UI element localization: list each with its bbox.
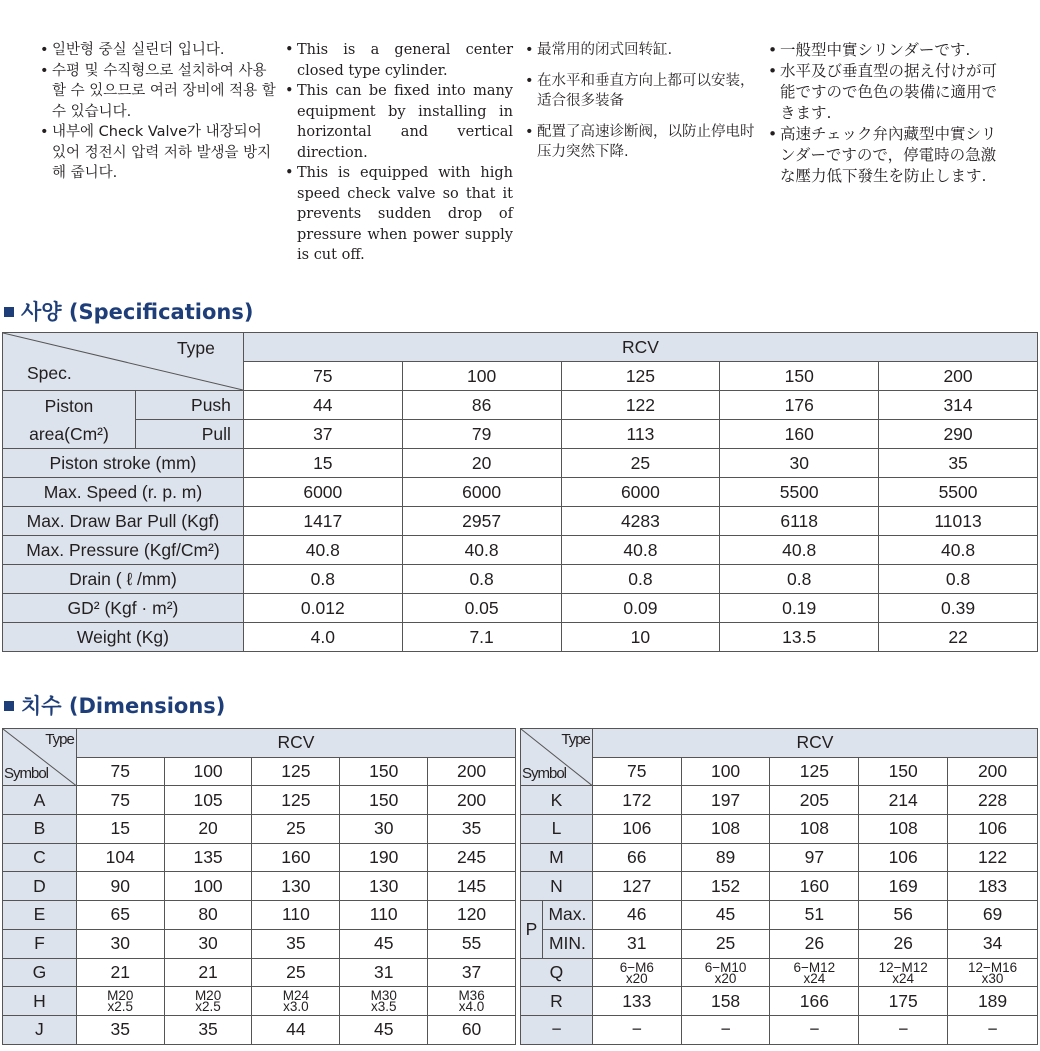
table-cell: 245: [428, 843, 516, 872]
table-row: [3, 536, 1038, 565]
stacked-value-line: M24: [282, 988, 310, 1004]
row-label: GD² (Kgf · m²): [3, 594, 244, 623]
dim-size-row: [3, 757, 516, 786]
table-cell: 30: [76, 929, 164, 958]
table-cell: 5500: [720, 478, 879, 507]
spec-model-header: RCV: [243, 333, 1037, 362]
table-cell: 20: [164, 815, 252, 844]
table-cell: 175: [859, 987, 948, 1016]
dimensions-title: 치수 (Dimensions): [4, 690, 225, 720]
table-cell: 6000: [243, 478, 402, 507]
table-row: [521, 843, 1038, 872]
symbol-label: C: [3, 843, 77, 872]
table-cell: 4283: [561, 507, 720, 536]
table-cell: 26: [859, 929, 948, 958]
list-item: • 일반형 중실 실린더 입니다.: [40, 40, 280, 61]
stacked-value-line: M36: [458, 988, 485, 1004]
stacked-value-line: 12−M12: [878, 959, 928, 975]
stacked-value: [878, 959, 928, 986]
table-cell: 10: [561, 623, 720, 652]
list-item: • This is equipped with high speed check valve so that it prevents sudden drop of pressure when power supply is cut off.: [285, 163, 513, 266]
table-cell: 66: [592, 843, 681, 872]
stacked-value: [619, 959, 654, 986]
table-cell: 189: [948, 987, 1038, 1016]
symbol-label: N: [521, 872, 593, 901]
table-cell: 0.8: [243, 565, 402, 594]
row-label: Weight (Kg): [3, 623, 244, 652]
table-cell: [76, 987, 164, 1016]
stacked-value: [793, 959, 836, 986]
stacked-value-line: x4.0: [458, 999, 485, 1015]
dim-size-row: [521, 757, 1038, 786]
table-cell: 105: [164, 786, 252, 815]
table-cell: 21: [76, 958, 164, 987]
table-cell: 44: [243, 391, 402, 420]
list-item: • 高速チェック弁內藏型中實シリンダーですので，停電時の急激な壓力低下發生を防止します.: [768, 124, 1008, 187]
table-cell: 6118: [720, 507, 879, 536]
table-cell: 200: [428, 786, 516, 815]
table-cell: 0.39: [879, 594, 1038, 623]
table-cell: 160: [252, 843, 340, 872]
table-cell: 108: [770, 815, 859, 844]
symbol-label: R: [521, 987, 593, 1016]
size-header: 100: [164, 757, 252, 786]
table-cell: 55: [428, 929, 516, 958]
table-cell: 106: [948, 815, 1038, 844]
table-cell: 30: [720, 449, 879, 478]
table-cell: 45: [340, 1015, 428, 1044]
table-cell: 13.5: [720, 623, 879, 652]
corner-symbol-label: Symbol: [4, 765, 49, 783]
table-cell: 160: [770, 872, 859, 901]
table-cell: 110: [252, 901, 340, 930]
table-cell: 122: [948, 843, 1038, 872]
table-cell: [681, 958, 770, 987]
table-cell: 25: [252, 958, 340, 987]
stacked-value: [107, 988, 134, 1015]
table-row: [521, 815, 1038, 844]
table-cell: 45: [681, 901, 770, 930]
list-item: • 最常用的闭式回转缸.: [525, 40, 755, 61]
table-cell: 4.0: [243, 623, 402, 652]
stacked-value-line: M20: [194, 988, 222, 1004]
stacked-value: [967, 959, 1018, 986]
stacked-value-line: x30: [981, 970, 1004, 986]
table-cell: [770, 958, 859, 987]
table-cell: 46: [592, 901, 681, 930]
table-cell: 40.8: [243, 536, 402, 565]
table-row: [521, 872, 1038, 901]
table-cell: 130: [252, 872, 340, 901]
table-cell: 0.8: [561, 565, 720, 594]
table-cell: 0.8: [402, 565, 561, 594]
stacked-value-line: x20: [714, 970, 737, 986]
list-item: • This can be fixed into many equipment by installing in horizontal and vertical direction.: [285, 81, 513, 163]
table-cell: 0.09: [561, 594, 720, 623]
table-cell: 79: [402, 420, 561, 449]
symbol-label: L: [521, 815, 593, 844]
table-cell: 150: [340, 786, 428, 815]
table-cell: 15: [76, 815, 164, 844]
table-cell: 86: [402, 391, 561, 420]
table-cell: 25: [561, 449, 720, 478]
table-row: [3, 449, 1038, 478]
table-cell: 7.1: [402, 623, 561, 652]
corner-type-label: Type: [176, 338, 215, 358]
row-label: Piston stroke (mm): [3, 449, 244, 478]
table-cell: 122: [561, 391, 720, 420]
dimensions-table-left: [2, 728, 516, 1045]
table-cell: 69: [948, 901, 1038, 930]
size-header: 75: [243, 362, 402, 391]
size-header: 200: [948, 757, 1038, 786]
table-cell: 135: [164, 843, 252, 872]
table-cell: −: [770, 1015, 859, 1044]
table-cell: 169: [859, 872, 948, 901]
table-cell: 0.19: [720, 594, 879, 623]
size-header: 75: [592, 757, 681, 786]
table-cell: [340, 987, 428, 1016]
table-cell: 26: [770, 929, 859, 958]
table-cell: 133: [592, 987, 681, 1016]
list-item: • 내부에 Check Valve가 내장되어 있어 정전시 압력 저하 발생을 방지해 줍니다.: [40, 122, 280, 184]
table-cell: 65: [76, 901, 164, 930]
table-cell: 30: [340, 815, 428, 844]
table-cell: 97: [770, 843, 859, 872]
table-cell: [164, 987, 252, 1016]
stacked-value: [194, 988, 222, 1015]
table-cell: 145: [428, 872, 516, 901]
table-row: [3, 929, 516, 958]
table-cell: 205: [770, 786, 859, 815]
specifications-title: 사양 (Specifications): [4, 296, 253, 326]
table-cell: 45: [340, 929, 428, 958]
table-cell: 100: [164, 872, 252, 901]
size-header: 75: [76, 757, 164, 786]
table-cell: 34: [948, 929, 1038, 958]
list-item: • This is a general center closed type cylinder.: [285, 40, 513, 81]
symbol-label: Q: [521, 958, 593, 987]
dim-model-header: RCV: [592, 729, 1037, 758]
chinese-description: [525, 40, 755, 173]
size-header: 125: [770, 757, 859, 786]
size-header: 150: [340, 757, 428, 786]
table-cell: 108: [681, 815, 770, 844]
corner-symbol-label: Symbol: [522, 765, 567, 783]
symbol-label: H: [3, 987, 77, 1016]
square-bullet-icon: [4, 701, 14, 711]
size-header: 150: [720, 362, 879, 391]
group-label: P: [521, 901, 543, 958]
stacked-value-line: x2.5: [195, 999, 221, 1015]
symbol-label: B: [3, 815, 77, 844]
stacked-value: [704, 959, 747, 986]
table-cell: 20: [402, 449, 561, 478]
symbol-label: E: [3, 901, 77, 930]
dimensions-table-right: [520, 728, 1038, 1045]
table-cell: 0.8: [720, 565, 879, 594]
table-cell: 228: [948, 786, 1038, 815]
japanese-description: [768, 40, 1008, 187]
stacked-value-line: x20: [625, 970, 648, 986]
table-cell: 214: [859, 786, 948, 815]
size-header: 125: [252, 757, 340, 786]
table-cell: −: [681, 1015, 770, 1044]
table-cell: 197: [681, 786, 770, 815]
size-header: 125: [561, 362, 720, 391]
table-row: [3, 901, 516, 930]
table-cell: [428, 987, 516, 1016]
push-label: Push: [135, 391, 243, 420]
table-cell: 56: [859, 901, 948, 930]
stacked-value: [282, 988, 310, 1015]
table-cell: 37: [243, 420, 402, 449]
dim-corner-cell: [521, 729, 593, 786]
table-cell: 110: [340, 901, 428, 930]
table-cell: 108: [859, 815, 948, 844]
table-cell: 1417: [243, 507, 402, 536]
stacked-value-line: x3.0: [283, 999, 309, 1015]
size-header: 100: [681, 757, 770, 786]
table-cell: 6000: [402, 478, 561, 507]
table-cell: 190: [340, 843, 428, 872]
table-row: [3, 391, 1038, 420]
table-cell: 120: [428, 901, 516, 930]
table-cell: 35: [76, 1015, 164, 1044]
table-row: [3, 987, 516, 1016]
row-label: Max. Pressure (Kgf/Cm²): [3, 536, 244, 565]
table-cell: 40.8: [879, 536, 1038, 565]
table-row: [521, 901, 1038, 930]
table-cell: −: [592, 1015, 681, 1044]
table-cell: 172: [592, 786, 681, 815]
dim-corner-cell: [3, 729, 77, 786]
table-cell: 75: [76, 786, 164, 815]
stacked-value-line: x24: [892, 970, 915, 986]
row-label: Max. Draw Bar Pull (Kgf): [3, 507, 244, 536]
table-cell: 31: [340, 958, 428, 987]
table-row: [3, 623, 1038, 652]
table-row: [521, 958, 1038, 987]
table-cell: [592, 958, 681, 987]
dim-model-header: RCV: [76, 729, 515, 758]
symbol-label: −: [521, 1015, 593, 1044]
stacked-value: [370, 988, 397, 1015]
table-cell: 37: [428, 958, 516, 987]
corner-type-label: Type: [45, 731, 74, 748]
table-cell: 314: [879, 391, 1038, 420]
table-cell: 160: [720, 420, 879, 449]
symbol-label: Max.: [542, 901, 592, 930]
english-description: [285, 40, 513, 266]
table-cell: 21: [164, 958, 252, 987]
table-cell: 60: [428, 1015, 516, 1044]
table-cell: 35: [879, 449, 1038, 478]
table-cell: 90: [76, 872, 164, 901]
table-cell: 80: [164, 901, 252, 930]
corner-spec-label: Spec.: [27, 363, 72, 383]
symbol-label: M: [521, 843, 593, 872]
symbol-label: D: [3, 872, 77, 901]
table-cell: 125: [252, 786, 340, 815]
table-cell: [252, 987, 340, 1016]
table-cell: 30: [164, 929, 252, 958]
table-cell: 104: [76, 843, 164, 872]
table-row: [3, 478, 1038, 507]
table-cell: 44: [252, 1015, 340, 1044]
list-item: • 配置了高速诊断阀，以防止停电时压力突然下降.: [525, 122, 755, 163]
list-item: • 水平及び垂直型の据え付けが可能ですので色色の裝備に適用できます.: [768, 61, 1008, 124]
symbol-label: J: [3, 1015, 77, 1044]
table-cell: 290: [879, 420, 1038, 449]
stacked-value-line: 12−M16: [967, 959, 1018, 975]
table-row: [3, 594, 1038, 623]
table-row: [3, 786, 516, 815]
table-cell: 2957: [402, 507, 561, 536]
stacked-value-line: M20: [107, 988, 134, 1004]
table-row: [3, 420, 1038, 449]
korean-description: [40, 40, 280, 184]
row-label: Max. Speed (r. p. m): [3, 478, 244, 507]
table-cell: 22: [879, 623, 1038, 652]
table-cell: 89: [681, 843, 770, 872]
stacked-value-line: x3.5: [370, 999, 397, 1015]
table-cell: 35: [252, 929, 340, 958]
table-cell: 176: [720, 391, 879, 420]
stacked-value-line: 6−M12: [793, 959, 836, 975]
stacked-value-line: 6−M10: [704, 959, 747, 975]
table-cell: 106: [592, 815, 681, 844]
table-cell: 127: [592, 872, 681, 901]
table-cell: 152: [681, 872, 770, 901]
stacked-value-line: x24: [803, 970, 826, 986]
table-row: [521, 987, 1038, 1016]
table-row: [3, 872, 516, 901]
list-item: • 수평 및 수직형으로 설치하여 사용할 수 있으므로 여러 장비에 적용 할 수 있습니다.: [40, 61, 280, 123]
table-row: [3, 565, 1038, 594]
table-cell: 40.8: [720, 536, 879, 565]
corner-type-label: Type: [561, 731, 590, 748]
table-cell: 113: [561, 420, 720, 449]
table-cell: 106: [859, 843, 948, 872]
symbol-label: G: [3, 958, 77, 987]
stacked-value: [458, 988, 485, 1015]
list-item: • 在水平和垂直方向上都可以安装，适合很多装备: [525, 71, 755, 112]
table-cell: −: [948, 1015, 1038, 1044]
size-header: 200: [428, 757, 516, 786]
table-cell: 35: [164, 1015, 252, 1044]
symbol-label: K: [521, 786, 593, 815]
table-cell: 130: [340, 872, 428, 901]
list-item: • 一般型中實シリンダーです.: [768, 40, 1008, 61]
table-cell: [948, 958, 1038, 987]
stacked-value-line: x2.5: [107, 999, 133, 1015]
stacked-value-line: 6−M6: [619, 959, 654, 975]
table-cell: 183: [948, 872, 1038, 901]
spec-corner-cell: [3, 333, 244, 391]
table-row: [3, 507, 1038, 536]
table-cell: 25: [681, 929, 770, 958]
table-row: [3, 843, 516, 872]
piston-area-label: Piston area(Cm²): [3, 391, 136, 449]
size-header: 100: [402, 362, 561, 391]
table-cell: −: [859, 1015, 948, 1044]
table-row: [3, 1015, 516, 1044]
table-cell: 5500: [879, 478, 1038, 507]
table-cell: 0.012: [243, 594, 402, 623]
table-cell: 31: [592, 929, 681, 958]
table-cell: 166: [770, 987, 859, 1016]
symbol-label: MIN.: [542, 929, 592, 958]
table-cell: 25: [252, 815, 340, 844]
size-header: 150: [859, 757, 948, 786]
table-cell: 35: [428, 815, 516, 844]
table-cell: 15: [243, 449, 402, 478]
table-cell: 40.8: [561, 536, 720, 565]
table-row: [3, 815, 516, 844]
table-cell: 6000: [561, 478, 720, 507]
table-cell: 0.05: [402, 594, 561, 623]
pull-label: Pull: [135, 420, 243, 449]
table-cell: 158: [681, 987, 770, 1016]
table-cell: 51: [770, 901, 859, 930]
table-row: [3, 958, 516, 987]
table-cell: [859, 958, 948, 987]
square-bullet-icon: [4, 307, 14, 317]
table-cell: 40.8: [402, 536, 561, 565]
table-row: [521, 929, 1038, 958]
table-cell: 0.8: [879, 565, 1038, 594]
symbol-label: F: [3, 929, 77, 958]
table-row: [521, 1015, 1038, 1044]
specifications-table: [2, 332, 1038, 652]
table-row: [521, 786, 1038, 815]
size-header: 200: [879, 362, 1038, 391]
symbol-label: A: [3, 786, 77, 815]
stacked-value-line: M30: [370, 988, 397, 1004]
table-cell: 11013: [879, 507, 1038, 536]
row-label: Drain ( ℓ /mm): [3, 565, 244, 594]
